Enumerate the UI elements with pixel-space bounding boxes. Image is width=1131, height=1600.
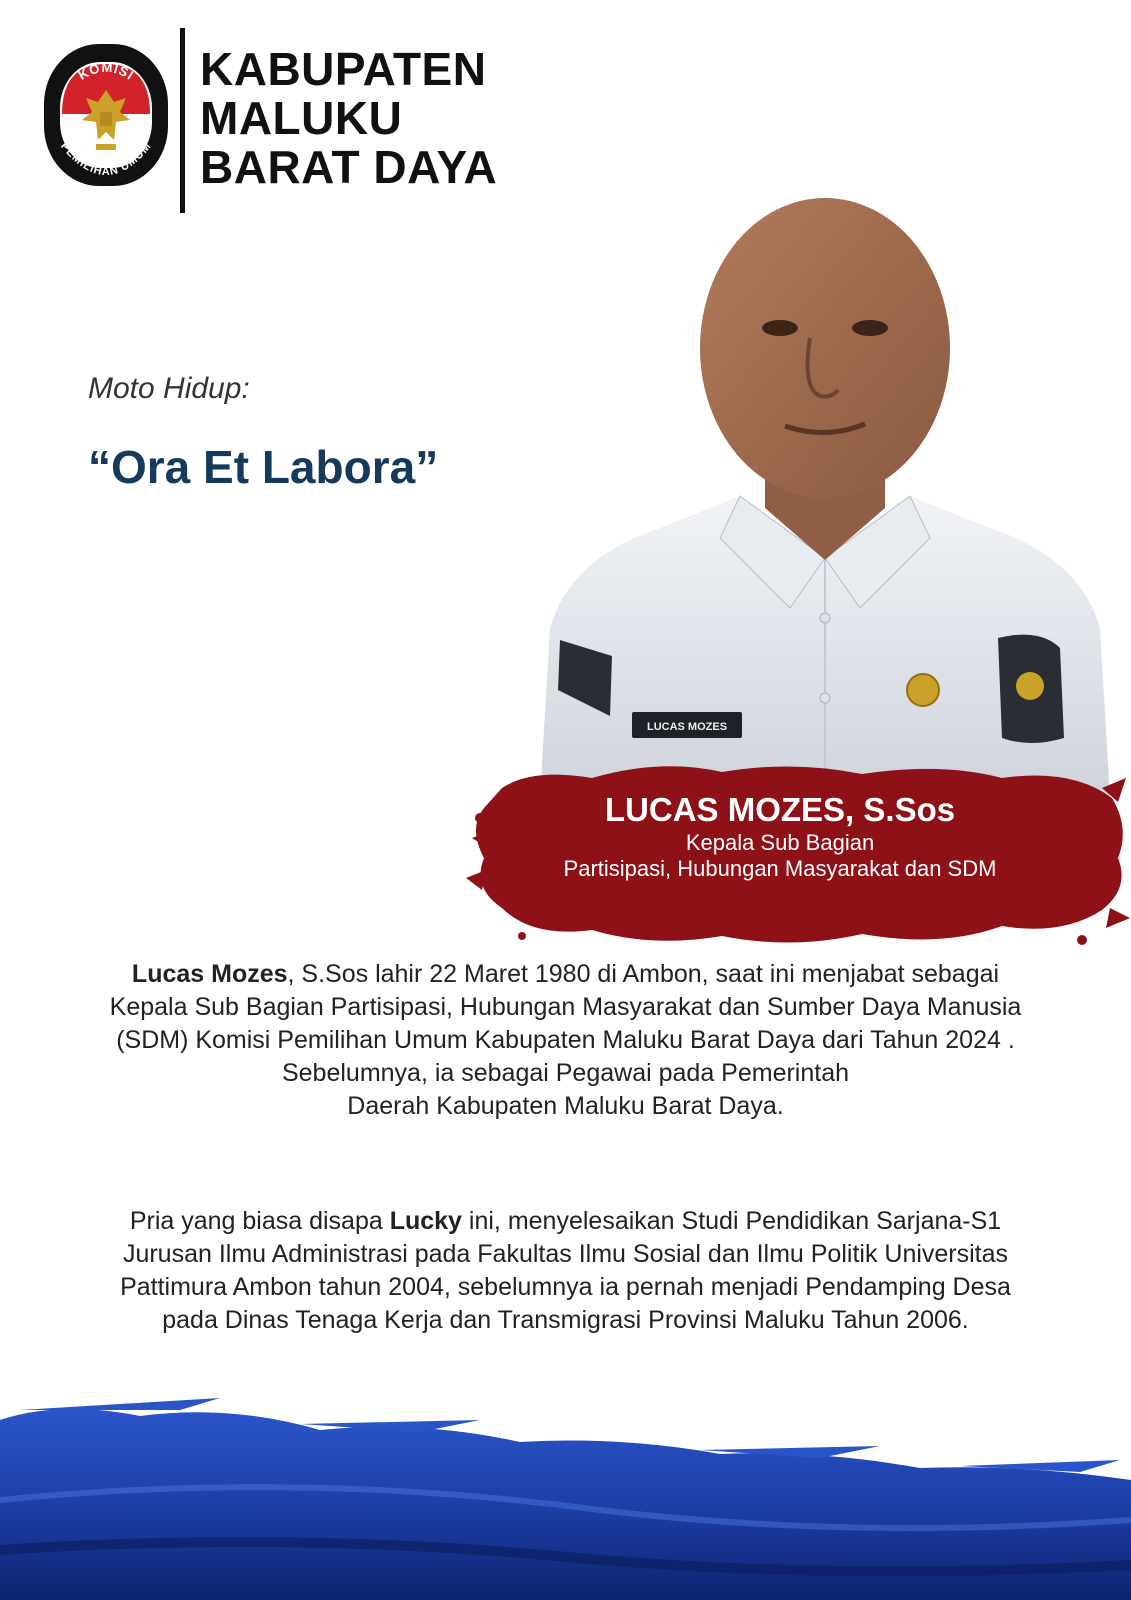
blue-brush-footer (0, 1380, 1131, 1600)
region-line: MALUKU (200, 92, 403, 144)
motto-label: Moto Hidup: (88, 372, 250, 405)
profile-name: LUCAS MOZES, S.Sos (604, 791, 956, 828)
region-title (200, 45, 497, 192)
svg-text:PEMILIHAN UMUM: PEMILIHAN UMUM (58, 140, 154, 179)
region-line: BARAT DAYA (200, 141, 498, 193)
bio-nickname-bold: Lucky (389, 1207, 462, 1235)
bio-paragraph-1 (40, 958, 1091, 1123)
bio-line: pada Dinas Tenaga Kerja dan Transmigrasi Provinsi Maluku Tahun 2006. (162, 1306, 969, 1334)
bio-line (40, 1205, 1091, 1238)
name-tag: LUCAS MOZES (646, 721, 728, 733)
profile-name-block (520, 790, 1040, 882)
bio-text: ini, menyelesaikan Studi Pendidikan Sarjana-S1 (461, 1207, 1002, 1235)
bio-text: , S.Sos lahir 22 Maret 1980 di Ambon, saat ini menjabat sebagai (287, 960, 1000, 988)
region-line: KABUPATEN (200, 43, 487, 95)
profile-position-line1: Kepala Sub Bagian (685, 830, 875, 855)
bio-line: Daerah Kabupaten Maluku Barat Daya. (347, 1092, 784, 1120)
bio-line: Pattimura Ambon tahun 2004, sebelumnya ia pernah menjadi Pendamping Desa (120, 1273, 1011, 1301)
header-divider (180, 28, 185, 213)
bio-paragraph-2 (40, 1205, 1091, 1337)
bio-line: Jurusan Ilmu Administrasi pada Fakultas Ilmu Sosial dan Ilmu Politik Universitas (122, 1240, 1009, 1268)
logo-lettering (40, 40, 172, 190)
profile-position-line2: Partisipasi, Hubungan Masyarakat dan SDM (563, 856, 997, 881)
motto-text: “Ora Et Labora” (88, 441, 439, 493)
portrait-photo (540, 178, 1110, 798)
svg-text:KOMISI: KOMISI (75, 59, 137, 84)
bio-text: Pria yang biasa disapa (129, 1207, 390, 1235)
bio-name-bold: Lucas Mozes (131, 960, 288, 988)
bio-line: (SDM) Komisi Pemilihan Umum Kabupaten Maluku Barat Daya dari Tahun 2024 . (116, 1026, 1015, 1054)
bio-line: Kepala Sub Bagian Partisipasi, Hubungan Masyarakat dan Sumber Daya Manusia (109, 993, 1022, 1021)
bio-line (40, 958, 1091, 991)
bio-line: Sebelumnya, ia sebagai Pegawai pada Pemerintah (281, 1059, 850, 1087)
